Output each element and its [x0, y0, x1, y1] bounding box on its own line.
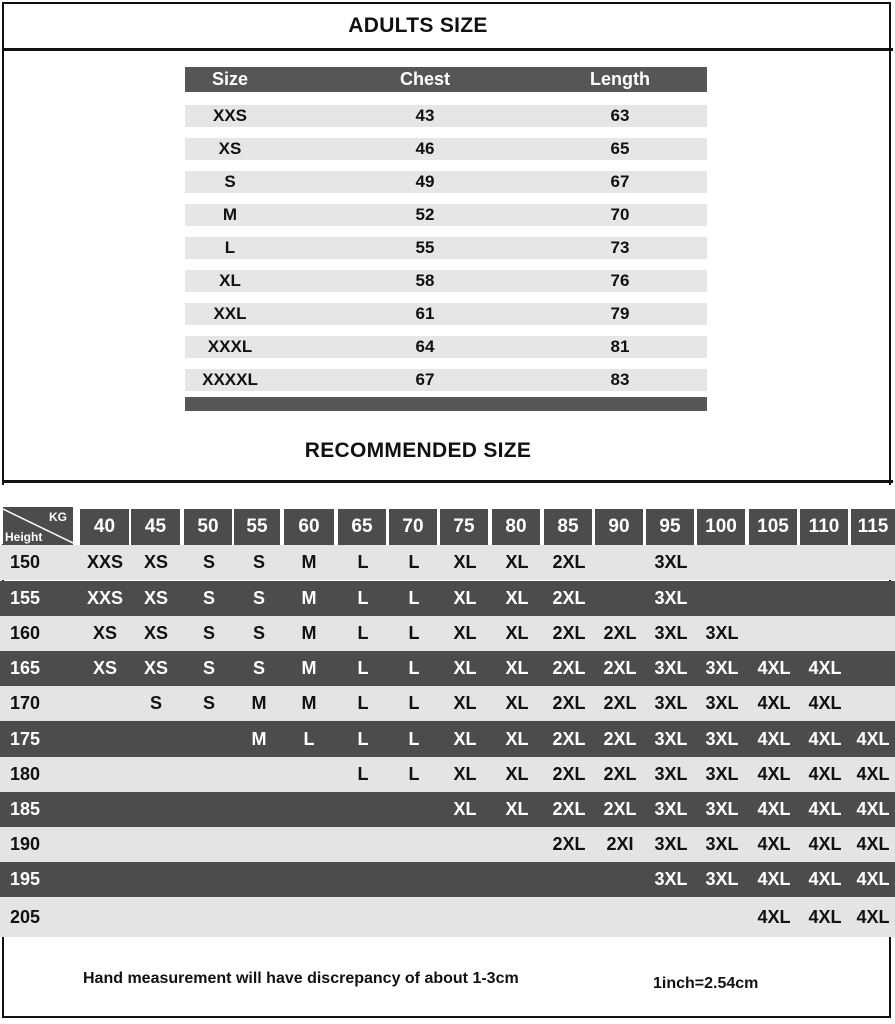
size-cell: L	[224, 238, 236, 257]
size-recommendation-cell: 3XL	[654, 658, 688, 678]
size-recommendation-cell: 2XL	[552, 728, 586, 749]
length-cell: 70	[610, 205, 630, 224]
size-recommendation-cell: 2XL	[552, 658, 586, 678]
size-recommendation-cell: 2XL	[603, 693, 637, 713]
weight-header-cell: 105	[749, 509, 797, 545]
size-recommendation-cell: 3XL	[654, 834, 688, 854]
weight-header-cell: 45	[131, 509, 180, 545]
size-recommendation-cell: 3XL	[654, 623, 688, 643]
size-recommendation-cell: 4XL	[856, 906, 890, 927]
weight-header-cell: 75	[440, 509, 488, 545]
size-recommendation-cell: 3XL	[705, 623, 739, 643]
size-recommendation-cell: 3XL	[705, 834, 739, 854]
header-length: Length	[590, 69, 650, 89]
size-recommendation-cell: M	[301, 693, 317, 713]
divider-middle	[2, 480, 893, 483]
weight-header-cell: 50	[184, 509, 232, 545]
size-recommendation-cell: XL	[505, 588, 529, 608]
size-recommendation-cell: XL	[505, 552, 529, 572]
size-recommendation-cell: 2XL	[552, 834, 586, 854]
weight-header-cell: 40	[80, 509, 129, 545]
size-recommendation-cell: 4XL	[808, 869, 842, 889]
size-recommendation-cell: S	[252, 623, 265, 643]
height-cell: 165	[10, 658, 41, 678]
adults-size-title: ADULTS SIZE	[348, 14, 488, 37]
size-recommendation-cell: L	[408, 728, 420, 749]
size-recommendation-cell: 3XL	[654, 588, 688, 608]
size-recommendation-cell: 4XL	[808, 693, 842, 713]
size-recommendation-cell: S	[202, 623, 215, 643]
adults-table-footer-bar	[185, 397, 707, 411]
height-cell: 175	[10, 728, 41, 749]
measurement-note: Hand measurement will have discrepancy of about 1-3cm	[83, 970, 519, 987]
size-recommendation-cell: 3XL	[705, 869, 739, 889]
size-recommendation-cell: XL	[505, 728, 529, 749]
size-recommendation-cell: 4XL	[757, 906, 791, 927]
size-recommendation-cell: 3XL	[705, 658, 739, 678]
size-recommendation-cell: XL	[453, 658, 477, 678]
size-recommendation-cell: XL	[505, 658, 529, 678]
size-recommendation-cell: S	[252, 588, 265, 608]
chest-cell: 46	[415, 139, 435, 158]
size-recommendation-cell: XL	[453, 728, 477, 749]
size-recommendation-cell: 4XL	[856, 834, 890, 854]
size-recommendation-cell: 4XL	[808, 764, 842, 784]
size-recommendation-cell: 3XL	[654, 764, 688, 784]
size-recommendation-cell: XL	[505, 764, 529, 784]
chest-cell: 64	[415, 337, 435, 356]
size-recommendation-cell: 4XL	[856, 728, 890, 749]
length-cell: 67	[610, 172, 630, 191]
recommended-row	[0, 545, 895, 580]
weight-header-cell: 60	[284, 509, 334, 545]
recommended-row	[0, 651, 895, 686]
size-recommendation-cell: 2XL	[552, 623, 586, 643]
height-cell: 205	[10, 906, 41, 927]
size-recommendation-cell: 2XL	[603, 728, 637, 749]
size-recommendation-cell: 2XL	[603, 623, 637, 643]
height-cell: 185	[10, 799, 41, 819]
size-recommendation-cell: 2XL	[603, 764, 637, 784]
size-recommendation-cell: 3XL	[705, 693, 739, 713]
size-recommendation-cell: 2XL	[552, 764, 586, 784]
size-recommendation-cell: M	[301, 552, 317, 572]
weight-header-cell: 55	[234, 509, 280, 545]
length-cell: 65	[610, 139, 630, 158]
size-recommendation-cell: L	[408, 552, 420, 572]
size-recommendation-cell: L	[357, 693, 369, 713]
size-recommendation-cell: 4XL	[757, 693, 791, 713]
size-cell: XXXL	[207, 337, 253, 356]
size-recommendation-cell: 4XL	[757, 799, 791, 819]
size-recommendation-cell: 3XL	[654, 693, 688, 713]
size-recommendation-cell: L	[408, 588, 420, 608]
weight-header-cell: 80	[492, 509, 540, 545]
size-recommendation-cell: S	[202, 552, 215, 572]
size-recommendation-cell: 2XL	[552, 799, 586, 819]
adults-table-row	[185, 303, 707, 325]
chest-cell: 52	[415, 205, 435, 224]
adults-table-row	[185, 270, 707, 292]
size-recommendation-cell: XL	[453, 693, 477, 713]
size-recommendation-cell: 4XL	[856, 764, 890, 784]
adults-table-header	[185, 67, 707, 92]
corner-height-label: Height	[5, 530, 43, 544]
size-recommendation-cell: 4XL	[757, 834, 791, 854]
recommended-row	[0, 721, 895, 757]
length-cell: 81	[610, 337, 630, 356]
recommended-row	[0, 827, 895, 862]
height-cell: 160	[10, 623, 41, 643]
size-recommendation-cell: XL	[505, 623, 529, 643]
size-recommendation-cell: 2XL	[552, 693, 586, 713]
size-recommendation-cell: 4XL	[808, 799, 842, 819]
size-recommendation-cell: L	[357, 658, 369, 678]
size-recommendation-cell: 2XL	[552, 552, 586, 572]
size-recommendation-cell: 4XL	[757, 658, 791, 678]
weight-header-cell: 100	[697, 509, 745, 545]
divider-top	[2, 48, 893, 51]
size-recommendation-cell: 3XL	[654, 799, 688, 819]
recommended-row	[0, 792, 895, 827]
size-recommendation-cell: 3XL	[654, 728, 688, 749]
size-recommendation-cell: S	[252, 658, 265, 678]
size-cell: M	[222, 205, 238, 224]
size-recommendation-cell: L	[408, 764, 420, 784]
size-recommendation-cell: XL	[453, 623, 477, 643]
size-recommendation-cell: XS	[143, 623, 168, 643]
adults-table-row	[185, 204, 707, 226]
size-recommendation-cell: M	[301, 623, 317, 643]
weight-header-cell: 70	[389, 509, 437, 545]
size-recommendation-cell: L	[357, 623, 369, 643]
inch-conversion-note: 1inch=2.54cm	[653, 975, 759, 992]
size-recommendation-cell: 3XL	[654, 869, 688, 889]
size-recommendation-cell: 3XL	[654, 552, 688, 572]
adults-table-row	[185, 369, 707, 391]
chest-cell: 67	[415, 370, 435, 389]
size-recommendation-cell: L	[357, 552, 369, 572]
height-cell: 150	[10, 552, 41, 572]
size-recommendation-cell: 3XL	[705, 764, 739, 784]
recommended-size-title: RECOMMENDED SIZE	[304, 439, 532, 462]
size-recommendation-cell: L	[408, 693, 420, 713]
size-cell: S	[224, 172, 236, 191]
recommended-row	[0, 862, 895, 897]
table-corner	[3, 507, 73, 545]
size-recommendation-cell: L	[303, 728, 315, 749]
size-recommendation-cell: S	[202, 588, 215, 608]
recommended-row	[0, 616, 895, 651]
chest-cell: 55	[415, 238, 435, 257]
chest-cell: 43	[415, 106, 435, 125]
size-recommendation-cell: 4XL	[757, 869, 791, 889]
length-cell: 83	[610, 370, 630, 389]
size-recommendation-cell: M	[301, 588, 317, 608]
length-cell: 76	[610, 271, 630, 290]
weight-header-cell: 65	[338, 509, 386, 545]
adults-table-row	[185, 336, 707, 358]
size-recommendation-cell: S	[252, 552, 265, 572]
size-recommendation-cell: 4XL	[808, 728, 842, 749]
adults-table-row	[185, 105, 707, 127]
header-size: Size	[211, 69, 249, 89]
size-recommendation-cell: S	[202, 658, 215, 678]
height-cell: 155	[10, 588, 41, 608]
size-recommendation-cell: XS	[143, 588, 168, 608]
size-recommendation-cell: XL	[453, 764, 477, 784]
adults-table-row	[185, 138, 707, 160]
height-cell: 195	[10, 869, 41, 889]
adults-table-row	[185, 237, 707, 259]
size-recommendation-cell: XL	[453, 552, 477, 572]
length-cell: 79	[610, 304, 630, 323]
height-cell: 190	[10, 834, 41, 854]
size-recommendation-cell: XXS	[86, 552, 124, 572]
corner-kg-label: KG	[49, 510, 67, 524]
size-recommendation-cell: XL	[505, 799, 529, 819]
size-recommendation-cell: 4XL	[808, 658, 842, 678]
size-recommendation-cell: S	[202, 693, 215, 713]
size-recommendation-cell: 4XL	[856, 799, 890, 819]
adults-table-row	[185, 171, 707, 193]
size-recommendation-cell: M	[251, 693, 267, 713]
size-cell: XS	[218, 139, 242, 158]
size-recommendation-cell: L	[408, 658, 420, 678]
size-recommendation-cell: 4XL	[757, 728, 791, 749]
chest-cell: 61	[415, 304, 435, 323]
size-recommendation-cell: 3XL	[705, 728, 739, 749]
recommended-row	[0, 686, 895, 721]
size-recommendation-cell: XXS	[86, 588, 124, 608]
size-recommendation-cell: XS	[92, 658, 117, 678]
size-recommendation-cell: XL	[505, 693, 529, 713]
size-cell: XL	[219, 271, 241, 290]
size-cell: XXL	[213, 304, 247, 323]
size-recommendation-cell: L	[357, 764, 369, 784]
recommended-row	[0, 581, 895, 616]
length-cell: 63	[610, 106, 630, 125]
size-recommendation-cell: 4XL	[808, 834, 842, 854]
size-recommendation-cell: 3XL	[705, 799, 739, 819]
size-recommendation-cell: M	[251, 728, 267, 749]
header-chest: Chest	[399, 69, 450, 89]
size-recommendation-cell: 4XL	[757, 764, 791, 784]
size-recommendation-cell: 2XL	[603, 799, 637, 819]
length-cell: 73	[610, 238, 630, 257]
size-recommendation-cell: L	[408, 623, 420, 643]
height-cell: 180	[10, 764, 41, 784]
chest-cell: 58	[415, 271, 435, 290]
size-recommendation-cell: 2XI	[606, 834, 634, 854]
weight-header-cell: 90	[595, 509, 643, 545]
size-recommendation-cell: L	[357, 728, 369, 749]
size-recommendation-cell: XL	[453, 588, 477, 608]
size-recommendation-cell: 4XL	[856, 869, 890, 889]
size-recommendation-cell: 4XL	[808, 906, 842, 927]
size-recommendation-cell: S	[149, 693, 162, 713]
size-cell: XXS	[212, 106, 248, 125]
size-recommendation-cell: XS	[143, 658, 168, 678]
weight-header-cell: 115	[851, 509, 895, 545]
size-cell: XXXXL	[202, 370, 258, 389]
height-cell: 170	[10, 693, 41, 713]
weight-header-cell: 85	[544, 509, 592, 545]
size-recommendation-cell: M	[301, 658, 317, 678]
size-recommendation-cell: L	[357, 588, 369, 608]
size-recommendation-cell: XS	[92, 623, 117, 643]
size-recommendation-cell: XL	[453, 799, 477, 819]
weight-header-cell: 95	[646, 509, 694, 545]
recommended-row	[0, 897, 895, 937]
recommended-row	[0, 757, 895, 792]
size-recommendation-cell: 2XL	[603, 658, 637, 678]
size-recommendation-cell: 2XL	[552, 588, 586, 608]
weight-header-cell: 110	[800, 509, 848, 545]
size-recommendation-cell: XS	[143, 552, 168, 572]
chest-cell: 49	[415, 172, 435, 191]
